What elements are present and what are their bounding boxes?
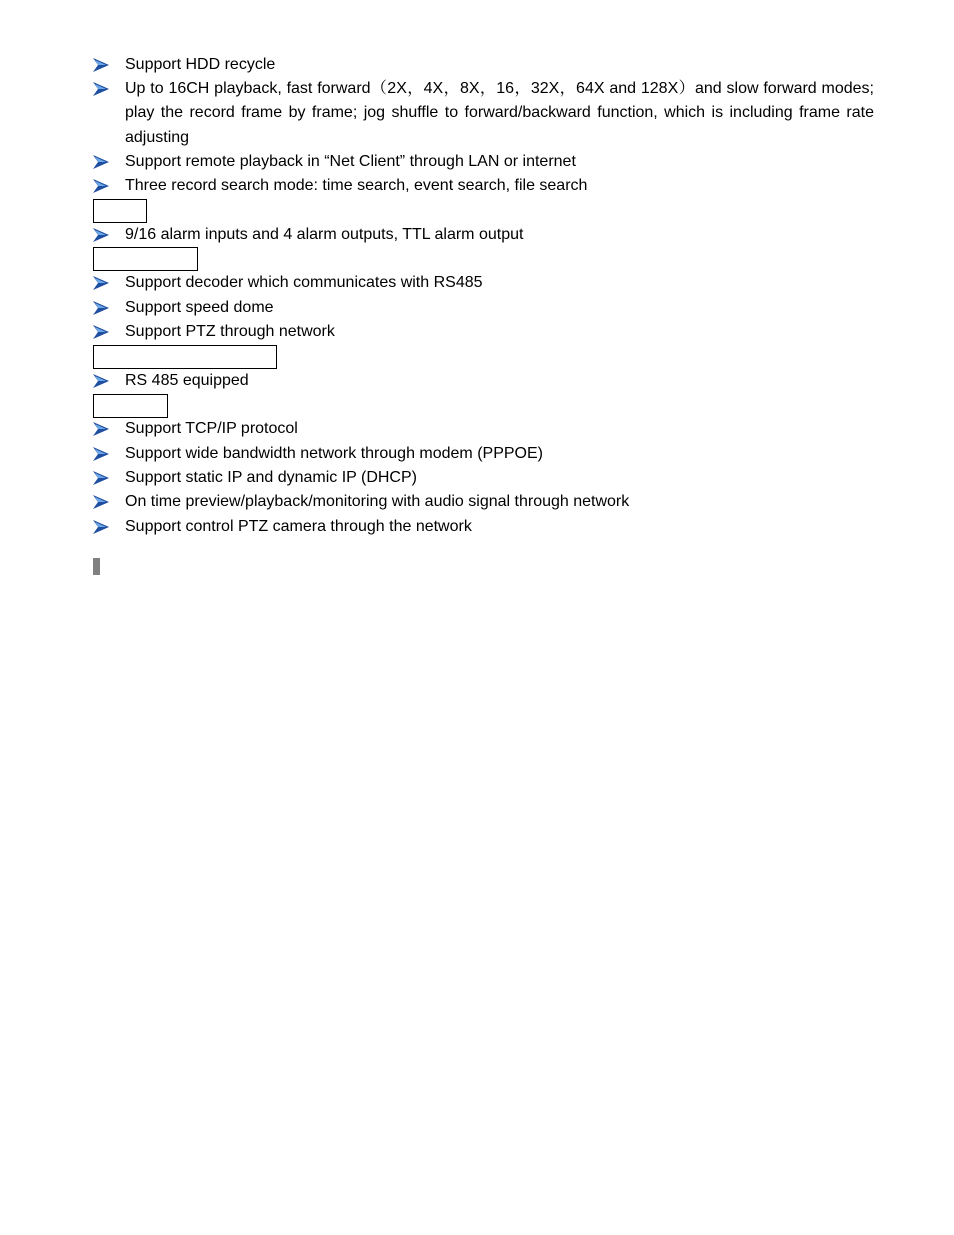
list-item-text: Support HDD recycle bbox=[125, 56, 276, 73]
arrow-bullet-icon bbox=[93, 520, 109, 534]
list-item bbox=[93, 417, 874, 441]
list-item bbox=[93, 320, 874, 344]
arrow-bullet-icon bbox=[93, 374, 109, 388]
list-item-text: 9/16 alarm inputs and 4 alarm outputs, TTL alarm output bbox=[125, 226, 524, 243]
list-item-text: Support control PTZ camera through the network bbox=[125, 518, 472, 535]
list-item-text: Support PTZ through network bbox=[125, 323, 335, 340]
empty-heading-box bbox=[93, 247, 198, 271]
list-item bbox=[93, 223, 874, 247]
arrow-bullet-icon bbox=[93, 155, 109, 169]
arrow-bullet-icon bbox=[93, 82, 109, 96]
list-item-text: Support speed dome bbox=[125, 299, 274, 316]
list-item bbox=[93, 150, 874, 174]
list-item bbox=[93, 77, 874, 150]
arrow-bullet-icon bbox=[93, 447, 109, 461]
list-item-text: Three record search mode: time search, event search, file search bbox=[125, 177, 588, 194]
empty-heading-box bbox=[93, 199, 147, 223]
list-item bbox=[93, 271, 874, 295]
list-item bbox=[93, 490, 874, 514]
list-item-text: Support wide bandwidth network through modem (PPPOE) bbox=[125, 445, 543, 462]
arrow-bullet-icon bbox=[93, 495, 109, 509]
arrow-bullet-icon bbox=[93, 471, 109, 485]
list-item-text: Support TCP/IP protocol bbox=[125, 420, 298, 437]
list-item-text: Up to 16CH playback, fast forward（2X，4X，8X，16，32X，64X and 128X）and slow forward modes; play the record frame by frame; jog shuffle to forward/backward function, which is including frame rate adjusting bbox=[125, 80, 874, 146]
list-item bbox=[93, 296, 874, 320]
arrow-bullet-icon bbox=[93, 228, 109, 242]
list-item bbox=[93, 174, 874, 198]
list-item bbox=[93, 53, 874, 77]
gray-marker bbox=[93, 558, 100, 575]
arrow-bullet-icon bbox=[93, 325, 109, 339]
empty-heading-box bbox=[93, 345, 277, 369]
list-item-text: On time preview/playback/monitoring with audio signal through network bbox=[125, 493, 630, 510]
list-item-text: Support static IP and dynamic IP (DHCP) bbox=[125, 469, 417, 486]
list-item-text: Support remote playback in “Net Client” through LAN or internet bbox=[125, 153, 576, 170]
arrow-bullet-icon bbox=[93, 301, 109, 315]
arrow-bullet-icon bbox=[93, 58, 109, 72]
arrow-bullet-icon bbox=[93, 276, 109, 290]
list-item bbox=[93, 466, 874, 490]
arrow-bullet-icon bbox=[93, 179, 109, 193]
empty-heading-box bbox=[93, 394, 168, 418]
list-item-text: RS 485 equipped bbox=[125, 372, 249, 389]
list-item bbox=[93, 369, 874, 393]
list-item bbox=[93, 515, 874, 539]
list-item-text: Support decoder which communicates with RS485 bbox=[125, 274, 483, 291]
arrow-bullet-icon bbox=[93, 422, 109, 436]
list-item bbox=[93, 442, 874, 466]
